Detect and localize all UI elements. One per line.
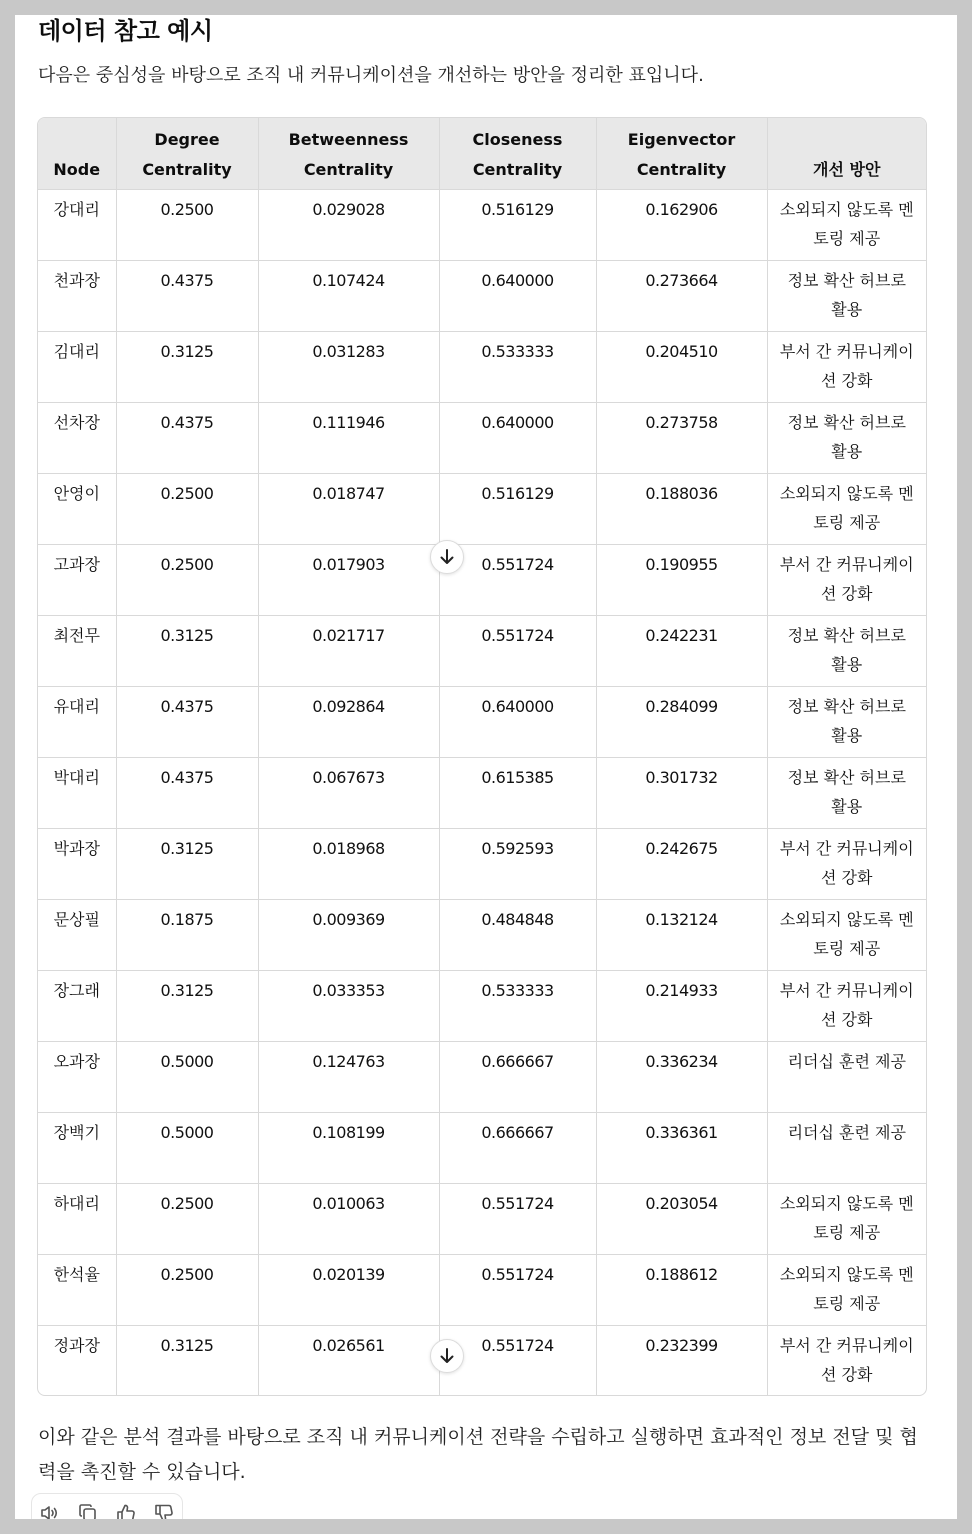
cell-betweenness: 0.010063	[258, 1183, 439, 1254]
cell-betweenness: 0.107424	[258, 260, 439, 331]
cell-betweenness: 0.009369	[258, 899, 439, 970]
scroll-to-bottom-button[interactable]	[430, 1339, 464, 1373]
cell-betweenness: 0.026561	[258, 1325, 439, 1396]
cell-improvement: 정보 확산 허브로 활용	[767, 686, 926, 757]
cell-node: 박과장	[38, 828, 116, 899]
cell-node: 한석율	[38, 1254, 116, 1325]
cell-closeness: 0.615385	[439, 757, 596, 828]
cell-betweenness: 0.021717	[258, 615, 439, 686]
table-row	[38, 544, 926, 615]
cell-closeness: 0.666667	[439, 1112, 596, 1183]
table-row	[38, 1112, 926, 1183]
cell-node: 김대리	[38, 331, 116, 402]
table-row	[38, 1041, 926, 1112]
cell-betweenness: 0.018968	[258, 828, 439, 899]
cell-closeness: 0.640000	[439, 260, 596, 331]
column-header-degree: Degree Centrality	[116, 118, 258, 189]
cell-closeness: 0.484848	[439, 899, 596, 970]
message-action-bar	[31, 1493, 183, 1519]
table-row	[38, 1183, 926, 1254]
table-row	[38, 189, 926, 260]
read-aloud-button[interactable]	[38, 1501, 62, 1519]
cell-degree: 0.4375	[116, 757, 258, 828]
cell-eigenvector: 0.204510	[596, 331, 767, 402]
copy-button[interactable]	[76, 1501, 100, 1519]
cell-node: 장백기	[38, 1112, 116, 1183]
cell-betweenness: 0.018747	[258, 473, 439, 544]
arrow-down-icon	[438, 1347, 456, 1365]
cell-degree: 0.3125	[116, 828, 258, 899]
cell-degree: 0.2500	[116, 189, 258, 260]
cell-improvement: 리더십 훈련 제공	[767, 1112, 926, 1183]
cell-node: 문상필	[38, 899, 116, 970]
cell-node: 오과장	[38, 1041, 116, 1112]
centrality-table-container[interactable]	[37, 117, 927, 1396]
cell-betweenness: 0.020139	[258, 1254, 439, 1325]
column-header-node: Node	[38, 118, 116, 189]
cell-degree: 0.5000	[116, 1041, 258, 1112]
cell-closeness: 0.551724	[439, 615, 596, 686]
cell-node: 정과장	[38, 1325, 116, 1396]
table-row	[38, 402, 926, 473]
cell-eigenvector: 0.273758	[596, 402, 767, 473]
cell-betweenness: 0.092864	[258, 686, 439, 757]
cell-eigenvector: 0.162906	[596, 189, 767, 260]
cell-degree: 0.5000	[116, 1112, 258, 1183]
table-row	[38, 1325, 926, 1396]
column-header-eigenvector: Eigenvector Centrality	[596, 118, 767, 189]
cell-improvement: 부서 간 커뮤니케이션 강화	[767, 828, 926, 899]
good-response-button[interactable]	[114, 1501, 138, 1519]
cell-betweenness: 0.033353	[258, 970, 439, 1041]
table-row	[38, 331, 926, 402]
cell-closeness: 0.551724	[439, 1254, 596, 1325]
cell-eigenvector: 0.301732	[596, 757, 767, 828]
cell-node: 유대리	[38, 686, 116, 757]
cell-eigenvector: 0.190955	[596, 544, 767, 615]
cell-improvement: 부서 간 커뮤니케이션 강화	[767, 544, 926, 615]
cell-node: 장그래	[38, 970, 116, 1041]
cell-degree: 0.4375	[116, 402, 258, 473]
cell-closeness: 0.516129	[439, 473, 596, 544]
table-row	[38, 970, 926, 1041]
cell-closeness: 0.666667	[439, 1041, 596, 1112]
table-row	[38, 473, 926, 544]
cell-closeness: 0.551724	[439, 544, 596, 615]
cell-node: 천과장	[38, 260, 116, 331]
cell-closeness: 0.551724	[439, 1325, 596, 1396]
cell-closeness: 0.640000	[439, 686, 596, 757]
cell-closeness: 0.640000	[439, 402, 596, 473]
cell-degree: 0.2500	[116, 473, 258, 544]
cell-betweenness: 0.111946	[258, 402, 439, 473]
cell-closeness: 0.533333	[439, 331, 596, 402]
cell-degree: 0.3125	[116, 615, 258, 686]
cell-improvement: 정보 확산 허브로 활용	[767, 615, 926, 686]
table-row	[38, 899, 926, 970]
cell-degree: 0.4375	[116, 260, 258, 331]
cell-eigenvector: 0.203054	[596, 1183, 767, 1254]
cell-improvement: 정보 확산 허브로 활용	[767, 260, 926, 331]
intro-paragraph: 다음은 중심성을 바탕으로 조직 내 커뮤니케이션을 개선하는 방안을 정리한 표입니다.	[38, 65, 704, 86]
column-header-closeness: Closeness Centrality	[439, 118, 596, 189]
cell-improvement: 소외되지 않도록 멘토링 제공	[767, 1183, 926, 1254]
column-header-betweenness: Betweenness Centrality	[258, 118, 439, 189]
cell-eigenvector: 0.188612	[596, 1254, 767, 1325]
table-row	[38, 260, 926, 331]
cell-node: 최전무	[38, 615, 116, 686]
cell-closeness: 0.533333	[439, 970, 596, 1041]
cell-degree: 0.2500	[116, 1183, 258, 1254]
cell-eigenvector: 0.132124	[596, 899, 767, 970]
centrality-table	[38, 118, 926, 1396]
cell-improvement: 부서 간 커뮤니케이션 강화	[767, 970, 926, 1041]
cell-closeness: 0.551724	[439, 1183, 596, 1254]
cell-node: 강대리	[38, 189, 116, 260]
cell-closeness: 0.516129	[439, 189, 596, 260]
cell-improvement: 부서 간 커뮤니케이션 강화	[779, 1335, 914, 1384]
cell-degree: 0.2500	[116, 1254, 258, 1325]
thumbs-up-icon	[115, 1502, 137, 1519]
column-header-improvement: 개선 방안	[767, 118, 926, 189]
cell-betweenness: 0.017903	[258, 544, 439, 615]
cell-betweenness: 0.108199	[258, 1112, 439, 1183]
cell-improvement: 정보 확산 허브로 활용	[767, 402, 926, 473]
cell-improvement: 소외되지 않도록 멘토링 제공	[767, 473, 926, 544]
table-row	[38, 686, 926, 757]
cell-improvement: 소외되지 않도록 멘토링 제공	[767, 189, 926, 260]
cell-eigenvector: 0.242675	[596, 828, 767, 899]
cell-node: 고과장	[38, 544, 116, 615]
cell-eigenvector: 0.336361	[596, 1112, 767, 1183]
cell-degree: 0.3125	[116, 970, 258, 1041]
cell-degree: 0.1875	[116, 899, 258, 970]
cell-eigenvector: 0.214933	[596, 970, 767, 1041]
cell-eigenvector: 0.242231	[596, 615, 767, 686]
cell-improvement: 소외되지 않도록 멘토링 제공	[767, 1254, 926, 1325]
outro-paragraph: 이와 같은 분석 결과를 바탕으로 조직 내 커뮤니케이션 전략을 수립하고 실행하면 효과적인 정보 전달 및 협력을 촉진할 수 있습니다.	[38, 1426, 918, 1483]
cell-improvement: 부서 간 커뮤니케이션 강화	[767, 331, 926, 402]
cell-node: 선차장	[38, 402, 116, 473]
cell-degree: 0.3125	[116, 1325, 258, 1396]
thumbs-down-icon	[153, 1502, 175, 1519]
table-row	[38, 828, 926, 899]
cell-degree: 0.2500	[116, 544, 258, 615]
table-header-row	[38, 118, 926, 189]
cell-degree: 0.3125	[116, 331, 258, 402]
cell-eigenvector: 0.188036	[596, 473, 767, 544]
scroll-down-button[interactable]	[430, 540, 464, 574]
cell-improvement: 정보 확산 허브로 활용	[767, 757, 926, 828]
cell-betweenness: 0.124763	[258, 1041, 439, 1112]
table-row	[38, 757, 926, 828]
cell-betweenness: 0.029028	[258, 189, 439, 260]
arrow-down-icon	[438, 548, 456, 566]
cell-eigenvector: 0.232399	[596, 1325, 767, 1396]
table-row	[38, 1254, 926, 1325]
table-row	[38, 615, 926, 686]
cell-betweenness: 0.031283	[258, 331, 439, 402]
cell-eigenvector: 0.336234	[596, 1041, 767, 1112]
cell-eigenvector: 0.273664	[596, 260, 767, 331]
chat-response-panel	[15, 15, 957, 1519]
bad-response-button[interactable]	[152, 1501, 176, 1519]
speaker-icon	[39, 1502, 61, 1519]
cell-node: 안영이	[38, 473, 116, 544]
section-heading: 데이터 참고 예시	[38, 17, 213, 45]
cell-improvement: 소외되지 않도록 멘토링 제공	[767, 899, 926, 970]
cell-betweenness: 0.067673	[258, 757, 439, 828]
cell-eigenvector: 0.284099	[596, 686, 767, 757]
cell-node: 박대리	[38, 757, 116, 828]
cell-node: 하대리	[38, 1183, 116, 1254]
copy-icon	[77, 1502, 99, 1519]
cell-degree: 0.4375	[116, 686, 258, 757]
cell-closeness: 0.592593	[439, 828, 596, 899]
cell-improvement: 리더십 훈련 제공	[767, 1041, 926, 1112]
